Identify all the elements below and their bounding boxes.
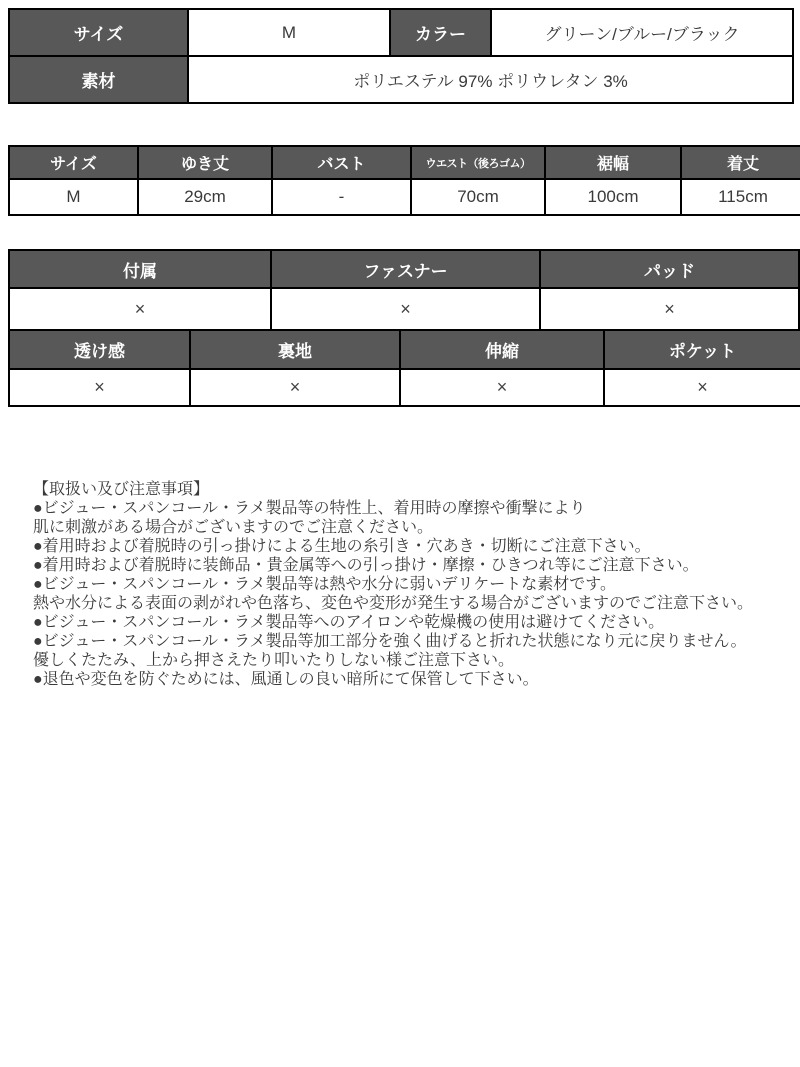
features-value-row-2 xyxy=(9,369,800,406)
measure-header-length: 着丈 xyxy=(681,146,800,179)
measure-value-bust: - xyxy=(272,179,411,215)
measure-value-size: M xyxy=(9,179,138,215)
features-header-row-2 xyxy=(9,330,800,369)
care-note-line: ●ビジュー・スパンコール・ラメ製品等へのアイロンや乾燥機の使用は避けてください。 xyxy=(33,614,665,631)
feature-value-accessory: × xyxy=(9,288,271,330)
feature-header-lining: 裏地 xyxy=(190,330,400,369)
care-note-line: 肌に刺激がある場合がございますのでご注意ください。 xyxy=(33,519,434,536)
measure-value-sleeve: 29cm xyxy=(138,179,272,215)
measure-value-waist: 70cm xyxy=(411,179,545,215)
summary-row-1 xyxy=(9,9,793,56)
measure-header-size: サイズ xyxy=(9,146,138,179)
material-value-cell: ポリエステル 97% ポリウレタン 3% xyxy=(188,56,793,103)
care-notes-title: 【取扱い及び注意事項】 xyxy=(33,481,210,498)
measure-value-hem: 100cm xyxy=(545,179,681,215)
care-note-line: ●退色や変色を防ぐためには、風通しの良い暗所にて保管して下さい。 xyxy=(33,671,539,688)
measurements-header-row xyxy=(9,146,800,179)
product-summary-table xyxy=(8,8,794,104)
measure-value-length: 115cm xyxy=(681,179,800,215)
feature-header-pad: パッド xyxy=(540,250,799,288)
care-note-line: 優しくたたみ、上から押さえたり叩いたりしない様ご注意下さい。 xyxy=(33,652,514,669)
color-label-cell: カラー xyxy=(390,9,491,56)
features-table-group1 xyxy=(8,249,800,331)
product-spec-sheet xyxy=(8,8,792,689)
care-note-line: ●ビジュー・スパンコール・ラメ製品等加工部分を強く曲げると折れた状態になり元に戻りません。 xyxy=(33,633,747,650)
care-note-line: ●着用時および着脱時の引っ掛けによる生地の糸引き・穴あき・切断にご注意下さい。 xyxy=(33,538,651,555)
size-label-cell: サイズ xyxy=(9,9,188,56)
features-header-row-1 xyxy=(9,250,799,288)
measure-header-bust: バスト xyxy=(272,146,411,179)
feature-header-sheer: 透け感 xyxy=(9,330,190,369)
feature-value-fastener: × xyxy=(271,288,540,330)
feature-value-sheer: × xyxy=(9,369,190,406)
size-value-cell: M xyxy=(188,9,390,56)
feature-header-stretch: 伸縮 xyxy=(400,330,604,369)
feature-value-lining: × xyxy=(190,369,400,406)
measure-header-sleeve: ゆき丈 xyxy=(138,146,272,179)
feature-value-stretch: × xyxy=(400,369,604,406)
care-note-line: ●ビジュー・スパンコール・ラメ製品等の特性上、着用時の摩擦や衝撃により xyxy=(33,500,586,517)
care-note-line: ●着用時および着脱時に装飾品・貴金属等への引っ掛け・摩擦・ひきつれ等にご注意下さい。 xyxy=(33,557,699,574)
care-notes-section xyxy=(33,480,792,689)
feature-header-pocket: ポケット xyxy=(604,330,800,369)
summary-row-2 xyxy=(9,56,793,103)
feature-value-pad: × xyxy=(540,288,799,330)
measure-header-waist: ウエスト（後ろゴム） xyxy=(411,146,545,179)
measurements-value-row xyxy=(9,179,800,215)
measurements-table xyxy=(8,145,800,216)
features-value-row-1 xyxy=(9,288,799,330)
care-note-line: 熱や水分による表面の剥がれや色落ち、変色や変形が発生する場合がございますのでご注意下さい。 xyxy=(33,595,754,612)
color-value-cell: グリーン/ブルー/ブラック xyxy=(491,9,793,56)
material-label-cell: 素材 xyxy=(9,56,188,103)
feature-header-fastener: ファスナー xyxy=(271,250,540,288)
measure-header-hem: 裾幅 xyxy=(545,146,681,179)
care-note-line: ●ビジュー・スパンコール・ラメ製品等は熱や水分に弱いデリケートな素材です。 xyxy=(33,576,616,593)
feature-header-accessory: 付属 xyxy=(9,250,271,288)
features-table-group2 xyxy=(8,329,800,407)
feature-value-pocket: × xyxy=(604,369,800,406)
